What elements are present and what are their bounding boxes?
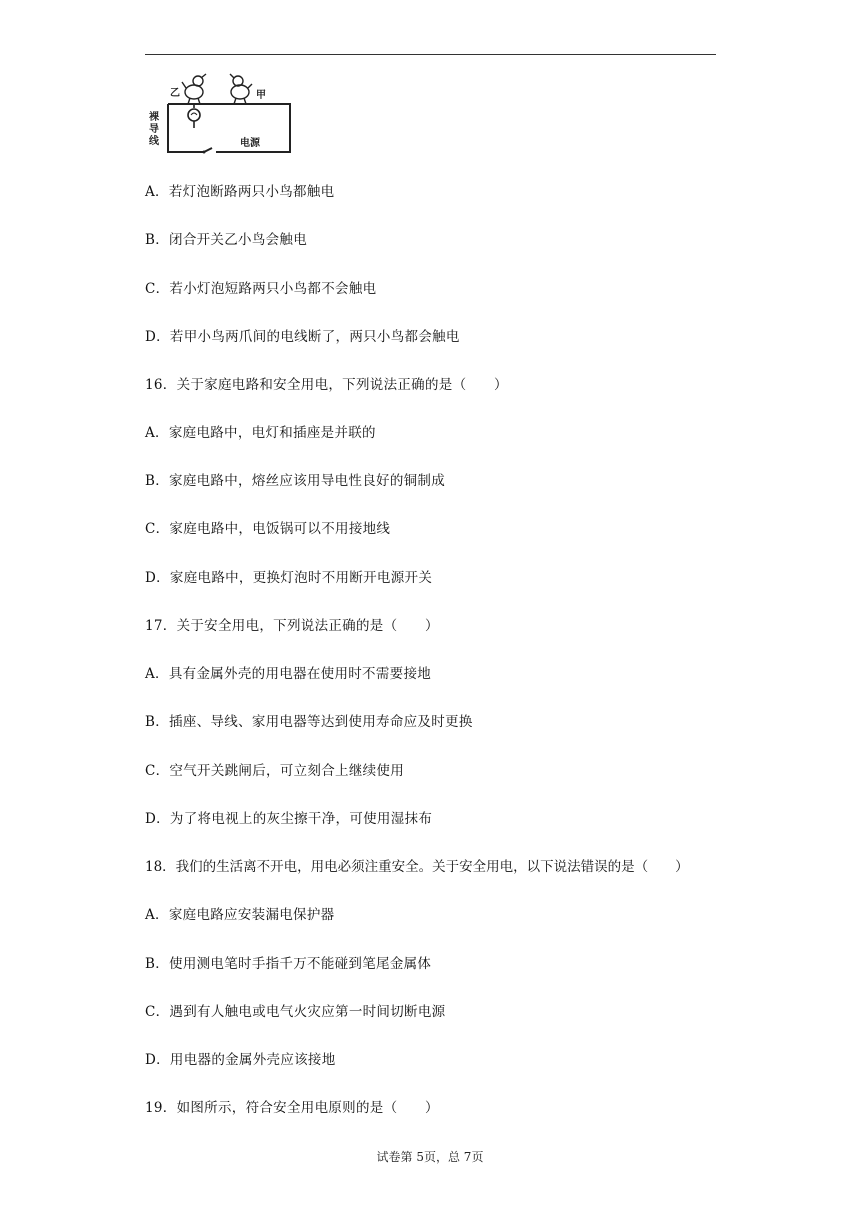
q18-option-c: C．遇到有人触电或电气火灾应第一时间切断电源	[145, 1004, 446, 1020]
q16-option-a: A．家庭电路中，电灯和插座是并联的	[145, 425, 376, 441]
bird-jia-icon	[230, 74, 252, 104]
q18-option-b: B．使用测电笔时手指千万不能碰到笔尾金属体	[145, 956, 432, 972]
q16-option-b: B．家庭电路中，熔丝应该用导电性良好的铜制成	[145, 473, 446, 489]
q16-option-d: D．家庭电路中，更换灯泡时不用断开电源开关	[145, 570, 433, 586]
circuit-figure	[146, 70, 296, 160]
q17-stem: 17．关于安全用电，下列说法正确的是（ ）	[145, 618, 439, 634]
page-footer: 试卷第 5页，总 7页	[376, 1150, 484, 1164]
q17-option-a: A．具有金属外壳的用电器在使用时不需要接地	[145, 666, 432, 682]
bird-yi-icon	[182, 74, 206, 104]
q15-option-c: C．若小灯泡短路两只小鸟都不会触电	[145, 281, 377, 297]
q17-option-c: C．空气开关跳闸后，可立刻合上继续使用	[145, 763, 405, 779]
q15-option-b: B．闭合开关乙小鸟会触电	[145, 232, 308, 248]
q16-stem: 16．关于家庭电路和安全用电，下列说法正确的是（ ）	[145, 377, 508, 393]
label-bird-yi: 乙	[170, 88, 180, 99]
label-power-source: 电源	[240, 138, 260, 149]
q18-stem: 18．我们的生活离不开电，用电必须注重安全。关于安全用电，以下说法错误的是（ ）	[145, 859, 689, 875]
label-bird-jia: 甲	[256, 90, 266, 101]
q18-option-a: A．家庭电路应安装漏电保护器	[145, 907, 335, 923]
label-wire-3: 线	[149, 136, 159, 147]
q18-option-d: D．用电器的金属外壳应该接地	[145, 1052, 336, 1068]
q19-stem: 19．如图所示，符合安全用电原则的是（ ）	[145, 1100, 439, 1116]
q17-option-b: B．插座、导线、家用电器等达到使用寿命应及时更换	[145, 714, 473, 730]
q15-option-a: A．若灯泡断路两只小鸟都触电	[145, 184, 335, 200]
label-wire-2: 导	[149, 124, 159, 135]
bulb-icon	[188, 104, 200, 128]
header-rule	[145, 54, 716, 55]
q16-option-c: C．家庭电路中，电饭锅可以不用接地线	[145, 521, 391, 537]
label-wire-1: 裸	[149, 112, 159, 123]
q15-option-d: D．若甲小鸟两爪间的电线断了，两只小鸟都会触电	[145, 329, 460, 345]
q17-option-d: D．为了将电视上的灰尘擦干净，可使用湿抹布	[145, 811, 433, 827]
